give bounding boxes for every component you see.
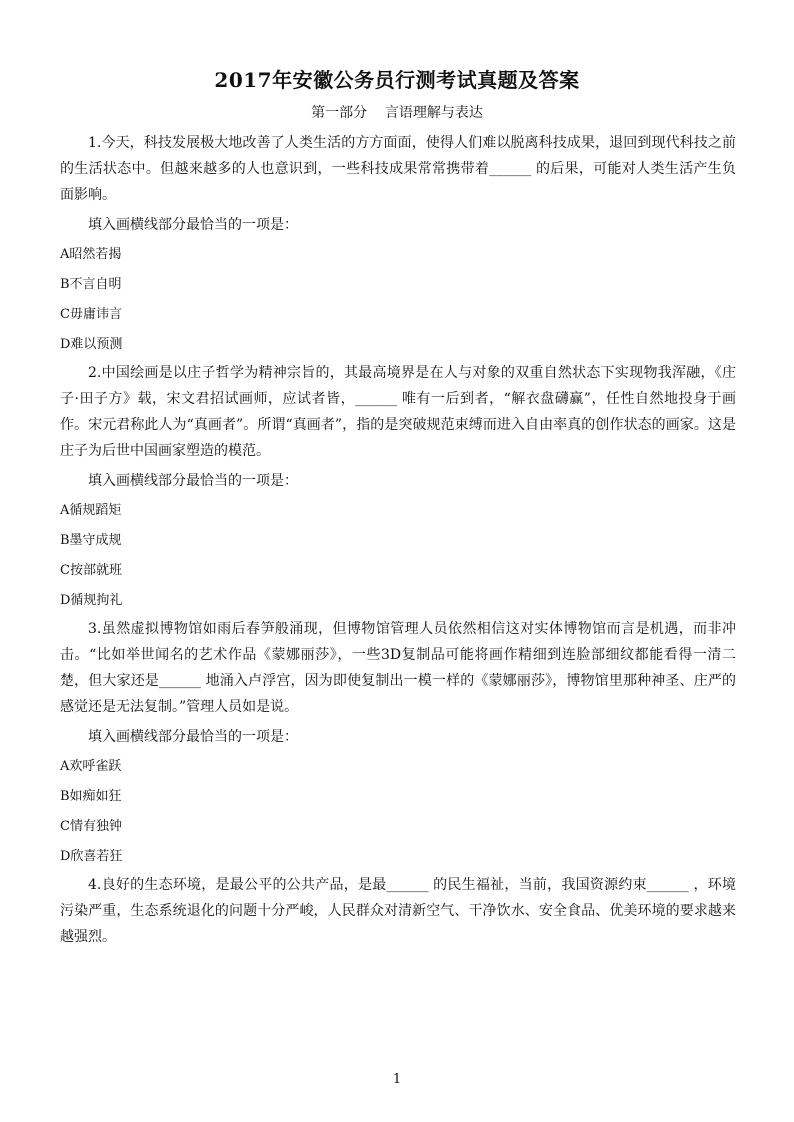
document-body [60, 128, 736, 950]
question-1-option-c: C毋庸讳言 [60, 307, 122, 322]
question-1-prompt: 填入画横线部分最恰当的一项是： [88, 217, 298, 233]
question-2 [60, 360, 736, 614]
question-1-option-a: A昭然若揭 [60, 247, 122, 262]
question-1 [60, 130, 736, 358]
question-3-text: 3.虽然虚拟博物馆如雨后春笋般涌现，但博物馆管理人员依然相信这对实体博物馆而言是机遇，而非冲击。“比如举世闻名的艺术作品《蒙娜丽莎》，一些3D复制品可能将画作精细到连脸部细纹都能看得一清二楚，但大家还是______ 地涌入卢浮宫，因为即使复制出一模一样的《蒙娜丽莎》，博物馆里那种神圣、庄严的感觉还是无法复制。”管理人员如是说。 [60, 621, 736, 715]
question-3-option-d: D欣喜若狂 [60, 849, 123, 864]
question-2-option-b: B墨守成规 [60, 533, 122, 548]
document-title: 2017年安徽公务员行测考试真题及答案 [214, 68, 580, 92]
question-1-option-d: D难以预测 [60, 337, 123, 352]
question-1-option-b: B不言自明 [60, 277, 122, 292]
question-2-option-c: C按部就班 [60, 563, 122, 578]
question-4-text: 4.良好的生态环境，是最公平的公共产品，是最______ 的民生福祉，当前，我国资源约束______ ，环境污染严重，生态系统退化的问题十分严峻，人民群众对清新空气、干净饮水、安全食品、优美环境的要求越来越强烈。 [60, 877, 736, 945]
section-heading: 第一部分 言语理解与表达 [311, 105, 483, 121]
question-2-option-a: A循规蹈矩 [60, 503, 122, 518]
question-1-text: 1.今天，科技发展极大地改善了人类生活的方方面面，使得人们难以脱离科技成果，退回到现代科技之前的生活状态中。但越来越多的人也意识到，一些科技成果常常携带着______ 的后果，可能对人类生活产生负面影响。 [60, 135, 736, 203]
question-3-option-a: A欢呼雀跃 [60, 759, 122, 774]
page-number: 1 [392, 1072, 402, 1087]
question-2-prompt: 填入画横线部分最恰当的一项是： [88, 473, 298, 489]
question-3-option-b: B如痴如狂 [60, 789, 122, 804]
question-3 [60, 616, 736, 870]
question-2-option-d: D循规拘礼 [60, 593, 123, 608]
question-3-option-c: C情有独钟 [60, 819, 122, 834]
question-4 [60, 872, 736, 950]
question-2-text: 2.中国绘画是以庄子哲学为精神宗旨的，其最高境界是在人与对象的双重自然状态下实现物我浑融，《庄子·田子方》载，宋文君招试画师，应试者皆，______ 唯有一后到者，“解衣盘礴赢”，任性自然地投身于画作。宋元君称此人为“真画者”。所谓“真画者”，指的是突破规范束缚而进入自由率真的创作状态的画家。这是庄子为后世中国画家塑造的模范。 [60, 365, 736, 459]
question-3-prompt: 填入画横线部分最恰当的一项是： [88, 729, 298, 745]
